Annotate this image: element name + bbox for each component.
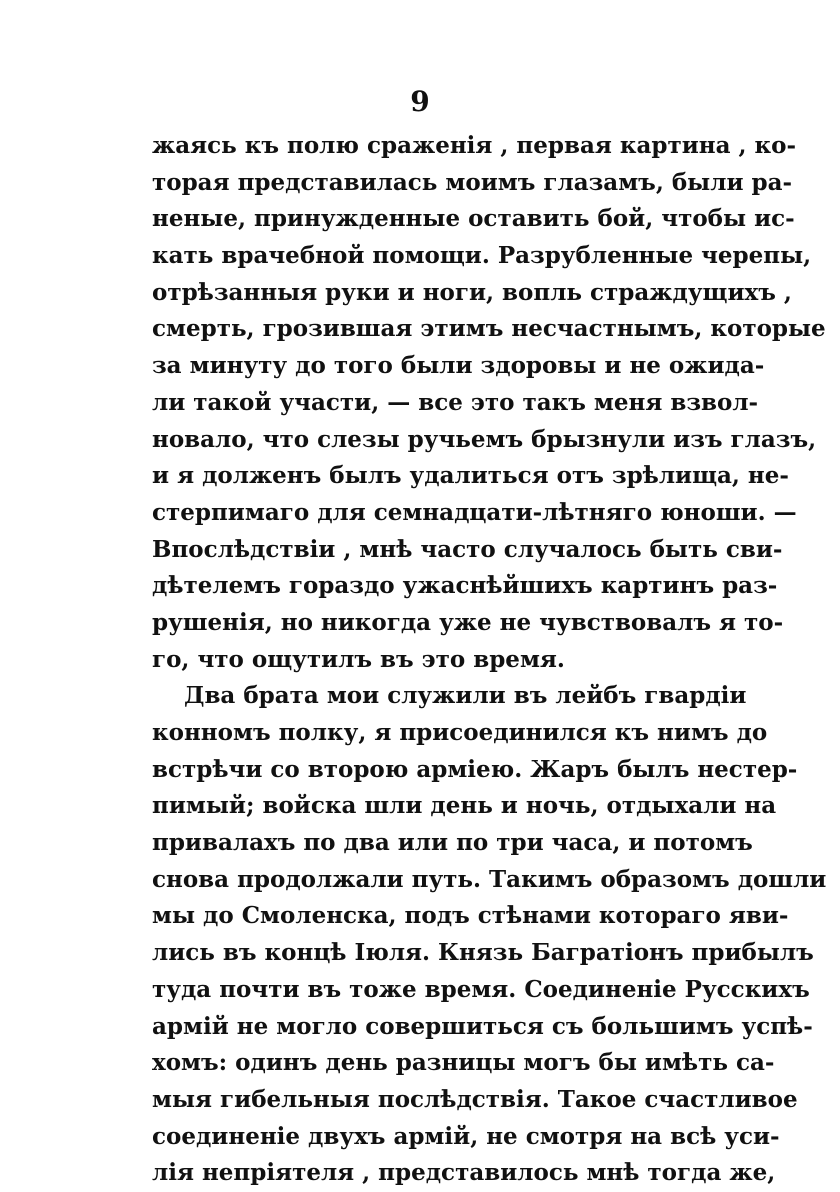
text-line: жаясь къ полю сраженія , первая картина , ко- — [152, 132, 797, 159]
text-line: Впослѣдствіи , мнѣ часто случалось быть сви- — [152, 535, 783, 563]
text-line: лія непріятеля , представилось мнѣ тогда же, — [152, 1159, 776, 1187]
text-line: мы до Смоленска, подъ стѣнами котораго яви- — [152, 902, 789, 930]
text-line: и я долженъ былъ удалиться отъ зрѣлища, не- — [152, 462, 789, 490]
text-line: го, что ощутилъ въ это время. — [152, 645, 565, 673]
text-line: за минуту до того были здоровы и не ожида- — [152, 352, 765, 380]
text-line: новало, что слезы ручьемъ брызнули изъ глазъ, — [152, 425, 817, 453]
text-line: снова продолжали путь. Такимъ образомъ дошли — [152, 865, 827, 893]
text-line: туда почти въ тоже время. Соединеніе Русскихъ — [152, 975, 810, 1003]
body-text — [152, 128, 827, 1192]
paragraph-2 — [152, 678, 827, 1192]
text-line: встрѣчи со второю арміею. Жаръ былъ нестер- — [152, 755, 798, 783]
text-line: смерть, грозившая этимъ несчастнымъ, которые — [152, 315, 826, 343]
text-line: лись въ концѣ Іюля. Князь Багратіонъ прибылъ — [152, 939, 814, 967]
text-line: конномъ полку, я присоединился къ нимъ до — [152, 719, 768, 746]
text-line: отрѣзанныя руки и ноги, вопль страждущихъ , — [152, 278, 792, 306]
text-line: пимый; войска шли день и ночь, отдыхали на — [152, 792, 777, 820]
text-line: стерпимаго для семнадцати-лѣтняго юноши. — — [152, 498, 797, 526]
text-line: торая представилась моимъ глазамъ, были ра- — [152, 168, 793, 196]
text-line: Два брата мои служили въ лейбъ гвардіи — [184, 682, 747, 710]
text-line: армій не могло совершиться съ большимъ успѣ- — [152, 1012, 813, 1040]
text-line: соединеніе двухъ армій, не смотря на всѣ уси- — [152, 1122, 780, 1150]
text-line: хомъ: одинъ день разницы могъ бы имѣть са- — [152, 1049, 775, 1077]
text-line: кать врачебной помощи. Разрубленные черепы, — [152, 242, 812, 270]
page-number: 9 — [410, 85, 430, 118]
text-line: рушенія, но никогда уже не чувствовалъ я то- — [152, 608, 784, 636]
text-line: мыя гибельныя послѣдствія. Такое счастливое — [152, 1085, 798, 1113]
text-line: ли такой участи, — все это такъ меня взвол- — [152, 388, 759, 416]
text-line: неные, принужденные оставить бой, чтобы ис- — [152, 205, 795, 233]
paragraph-1 — [152, 128, 826, 678]
text-line: дѣтелемъ гораздо ужаснѣйшихъ картинъ раз- — [152, 572, 778, 600]
text-line: привалахъ по два или по три часа, и потомъ — [152, 829, 753, 857]
